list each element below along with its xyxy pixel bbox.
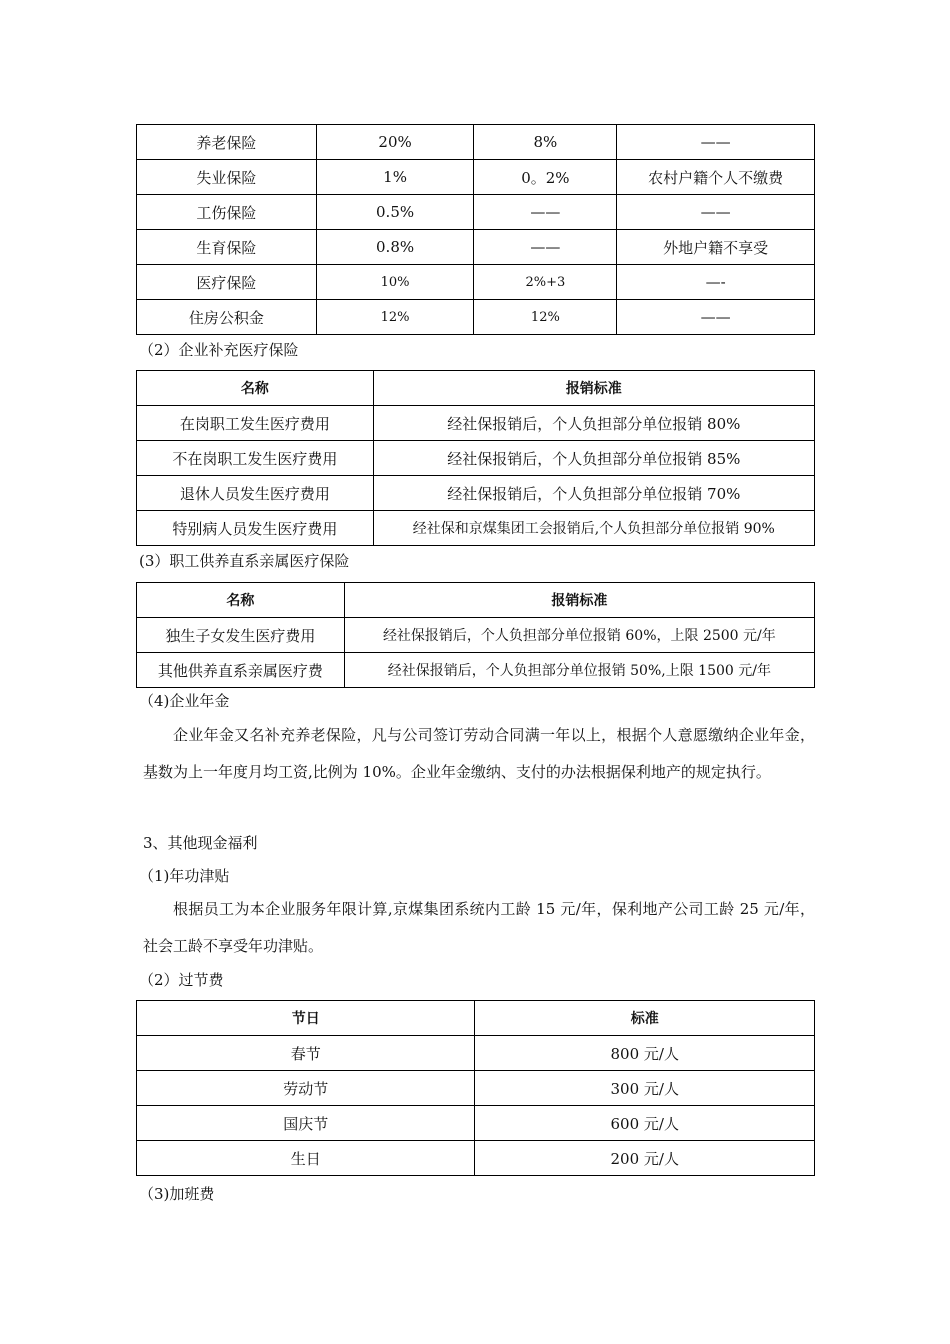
table-cell: —— — [474, 195, 617, 230]
column-header: 名称 — [137, 583, 345, 618]
table-row — [137, 265, 815, 300]
table-row — [137, 476, 815, 511]
table-cell: 退休人员发生医疗费用 — [137, 476, 374, 511]
section-heading: （2）过节费 — [139, 971, 224, 989]
table-cell: 300 元/人 — [475, 1071, 815, 1106]
table-cell: 0.5% — [316, 195, 474, 230]
table-header-row — [137, 371, 815, 406]
table-row — [137, 195, 815, 230]
table-row — [137, 653, 815, 688]
table-cell: 住房公积金 — [137, 300, 317, 335]
column-header: 节日 — [137, 1001, 475, 1036]
table-cell: 12% — [316, 300, 474, 335]
table-header-row — [137, 583, 815, 618]
table-row — [137, 1071, 815, 1106]
table-cell: 养老保险 — [137, 125, 317, 160]
column-header: 报销标准 — [373, 371, 814, 406]
section-heading: （1)年功津贴 — [139, 867, 230, 885]
table-cell: 农村户籍个人不缴费 — [617, 160, 815, 195]
table-cell: 工伤保险 — [137, 195, 317, 230]
table-cell: 12% — [474, 300, 617, 335]
table-cell: —— — [617, 125, 815, 160]
table-cell: 不在岗职工发生医疗费用 — [137, 441, 374, 476]
table-row — [137, 230, 815, 265]
table-row — [137, 441, 815, 476]
table-cell: —— — [617, 300, 815, 335]
table-cell: 生日 — [137, 1141, 475, 1176]
table-cell: 春节 — [137, 1036, 475, 1071]
table-cell: 经社保报销后，个人负担部分单位报销 80% — [373, 406, 814, 441]
table-cell: 0.8% — [316, 230, 474, 265]
table-cell: 失业保险 — [137, 160, 317, 195]
section-heading: (3）职工供养直系亲属医疗保险 — [139, 552, 350, 570]
table-cell: 经社保报销后，个人负担部分单位报销 50%,上限 1500 元/年 — [344, 653, 814, 688]
paragraph: 企业年金又名补充养老保险，凡与公司签订劳动合同满一年以上，根据个人意愿缴纳企业年金，基数为上一年度月均工资,比例为 10%。企业年金缴纳、支付的办法根据保利地产的规定执行。 — [143, 726, 815, 781]
column-header: 名称 — [137, 371, 374, 406]
section-heading: （4)企业年金 — [139, 692, 230, 710]
table-cell: 0。2% — [474, 160, 617, 195]
table-row — [137, 1106, 815, 1141]
table-row — [137, 511, 815, 546]
table-cell: 在岗职工发生医疗费用 — [137, 406, 374, 441]
table-row — [137, 618, 815, 653]
table-cell: —— — [617, 195, 815, 230]
table-cell: 独生子女发生医疗费用 — [137, 618, 345, 653]
table-cell: 10% — [316, 265, 474, 300]
table-row — [137, 1036, 815, 1071]
table-cell: 国庆节 — [137, 1106, 475, 1141]
column-header: 标准 — [475, 1001, 815, 1036]
table-cell: 经社保报销后，个人负担部分单位报销 85% — [373, 441, 814, 476]
table-row — [137, 160, 815, 195]
table-cell: 外地户籍不享受 — [617, 230, 815, 265]
table-cell: 其他供养直系亲属医疗费 — [137, 653, 345, 688]
dependents-medical-table — [136, 582, 815, 688]
table-cell: 20% — [316, 125, 474, 160]
table-cell: 2%+3 — [474, 265, 617, 300]
table-row — [137, 125, 815, 160]
column-header: 报销标准 — [344, 583, 814, 618]
table-cell: 生育保险 — [137, 230, 317, 265]
table-cell: 劳动节 — [137, 1071, 475, 1106]
table-row — [137, 300, 815, 335]
paragraph: 根据员工为本企业服务年限计算,京煤集团系统内工龄 15 元/年，保利地产公司工龄 25 元/年，社会工龄不享受年功津贴。 — [143, 900, 815, 955]
holiday-allowance-table — [136, 1000, 815, 1176]
supplementary-medical-table — [136, 370, 815, 546]
table-cell: —- — [617, 265, 815, 300]
table-cell: 经社保报销后，个人负担部分单位报销 70% — [373, 476, 814, 511]
table-cell: 特别病人员发生医疗费用 — [137, 511, 374, 546]
table-cell: 1% — [316, 160, 474, 195]
table-cell: 200 元/人 — [475, 1141, 815, 1176]
table-cell: 600 元/人 — [475, 1106, 815, 1141]
table-row — [137, 1141, 815, 1176]
section-heading: （3)加班费 — [139, 1185, 215, 1203]
table-cell: 经社保和京煤集团工会报销后,个人负担部分单位报销 90% — [373, 511, 814, 546]
table-cell: —— — [474, 230, 617, 265]
table-row — [137, 406, 815, 441]
table-cell: 经社保报销后，个人负担部分单位报销 60%，上限 2500 元/年 — [344, 618, 814, 653]
table-cell: 8% — [474, 125, 617, 160]
table-cell: 800 元/人 — [475, 1036, 815, 1071]
table-cell: 医疗保险 — [137, 265, 317, 300]
section-heading: （2）企业补充医疗保险 — [139, 341, 299, 359]
table-header-row — [137, 1001, 815, 1036]
social-insurance-table — [136, 124, 815, 335]
section-heading: 3、其他现金福利 — [143, 834, 258, 852]
